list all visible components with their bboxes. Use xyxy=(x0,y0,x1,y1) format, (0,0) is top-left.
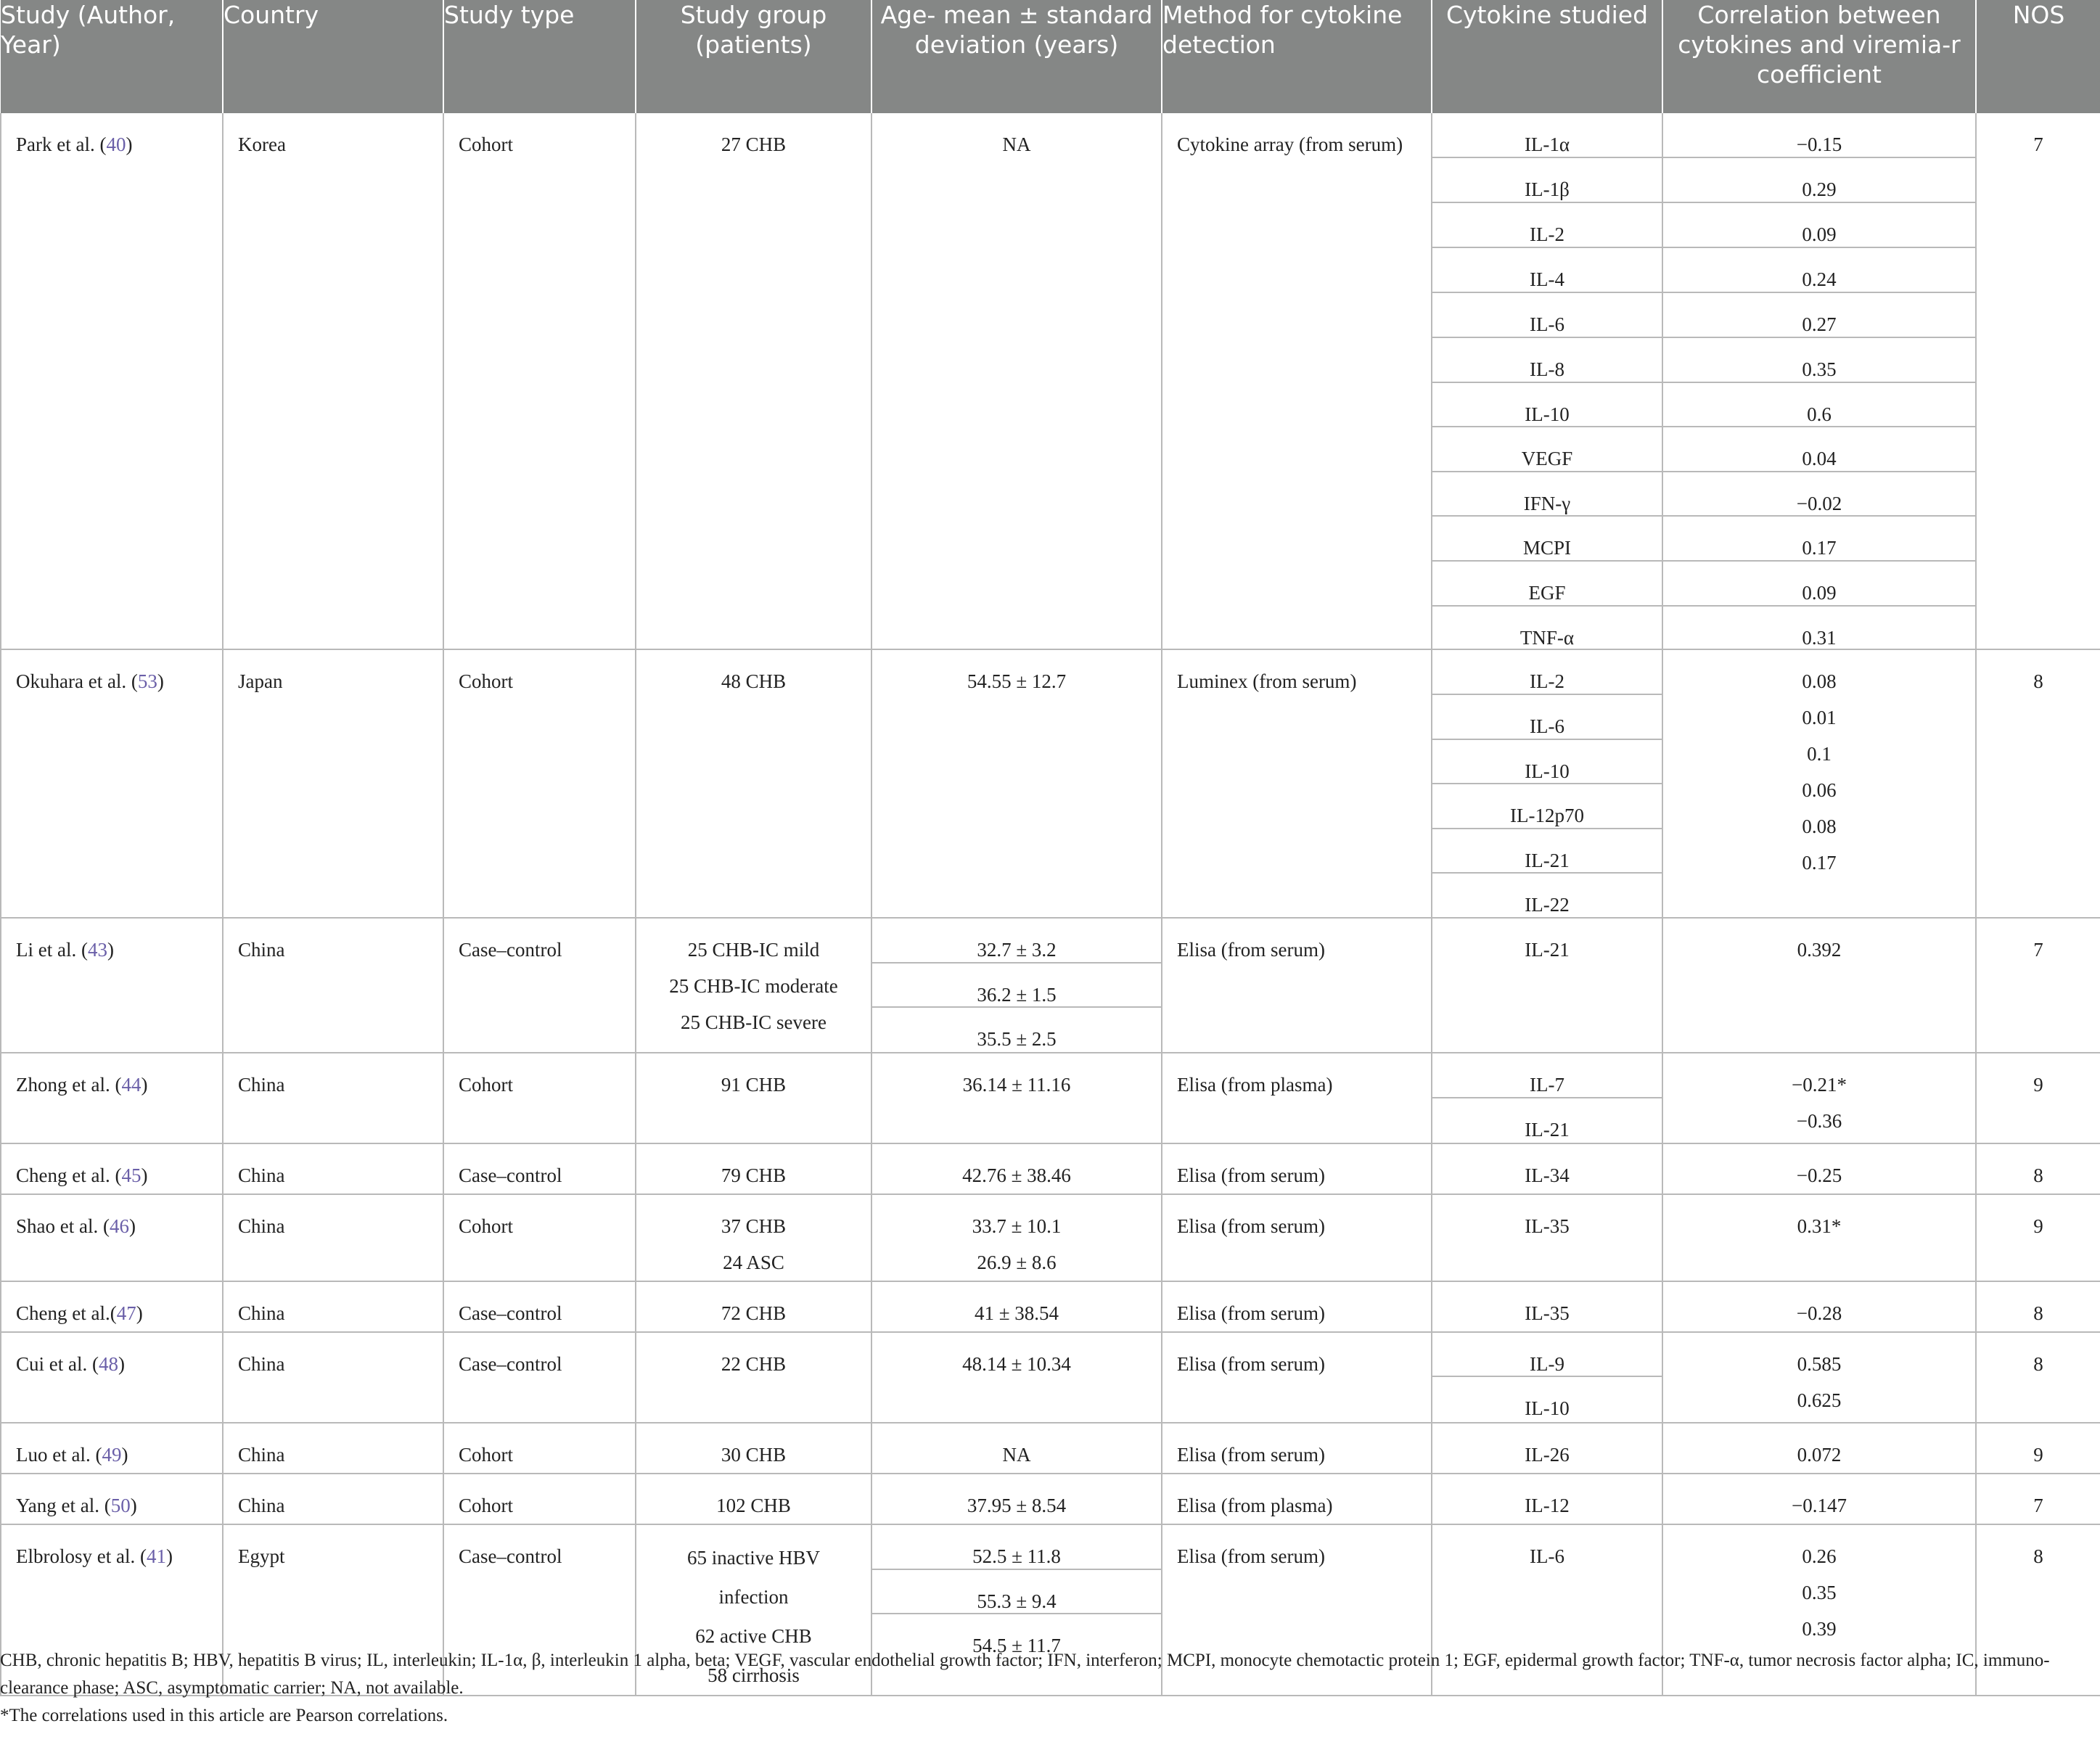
cytokine-cell xyxy=(1432,1053,1662,1143)
reference-link[interactable]: 45 xyxy=(121,1164,141,1186)
study-group-cell xyxy=(636,113,871,649)
author-text: Yang et al. ( xyxy=(16,1495,111,1516)
author-text: Okuhara et al. ( xyxy=(16,670,138,692)
country-cell: Korea xyxy=(223,113,443,649)
header-row xyxy=(1,0,2100,113)
close-paren: ) xyxy=(136,1302,143,1324)
reference-link[interactable]: 40 xyxy=(106,133,126,155)
close-paren: ) xyxy=(128,1215,136,1237)
cytokine-name: IL-35 xyxy=(1525,1302,1570,1324)
cytokine-name: IL-10 xyxy=(1432,740,1662,784)
header-correlation: Correlation between cytokines and viremia-r coefficient xyxy=(1662,0,1976,113)
cytokine-name: TNF-α xyxy=(1519,627,1575,649)
method-cell: Elisa (from serum) xyxy=(1162,1332,1432,1423)
method-cell: Elisa (from serum) xyxy=(1162,1423,1432,1474)
nos-cell: 9 xyxy=(1976,1194,2100,1281)
correlation-value: 0.1 xyxy=(1807,743,1832,765)
table-row xyxy=(1,1053,2100,1143)
cytokine-name: IFN-γ xyxy=(1432,472,1662,517)
correlation-cell xyxy=(1662,1281,1976,1332)
cytokine-name: IL-1α xyxy=(1432,113,1662,158)
cytokine-name: IL-1β xyxy=(1432,158,1662,203)
author-text: Luo et al. ( xyxy=(16,1444,102,1466)
cytokine-name: IL-34 xyxy=(1525,1164,1570,1186)
method-cell: Elisa (from serum) xyxy=(1162,1524,1432,1696)
study-group-line: 91 CHB xyxy=(721,1074,787,1096)
pearson-note: *The correlations used in this article are Pearson correlations. xyxy=(0,1706,448,1725)
correlation-value: 0.27 xyxy=(1663,293,1975,338)
age-value: 48.14 ± 10.34 xyxy=(962,1353,1071,1375)
study-group-cell xyxy=(636,918,871,1053)
table-footnotes xyxy=(0,1647,2090,1730)
reference-link[interactable]: 49 xyxy=(102,1444,122,1466)
cytokine-name: IL-26 xyxy=(1525,1444,1570,1466)
author-text: Shao et al. ( xyxy=(16,1215,110,1237)
study-group-line: 22 CHB xyxy=(721,1353,787,1375)
author-text: Cheng et al. ( xyxy=(16,1164,122,1186)
method-cell: Elisa (from serum) xyxy=(1162,918,1432,1053)
close-paren: ) xyxy=(141,1164,148,1186)
header-nos: NOS xyxy=(1976,0,2100,113)
table-row xyxy=(1,1423,2100,1474)
cytokine-name: IL-9 xyxy=(1432,1333,1662,1377)
age-cell xyxy=(871,113,1162,649)
study-type-cell: Case–control xyxy=(443,918,636,1053)
cytokine-name: IL-8 xyxy=(1432,338,1662,383)
study-group-cell xyxy=(636,1281,871,1332)
table-row xyxy=(1,1143,2100,1194)
close-paren: ) xyxy=(157,670,164,692)
table-row xyxy=(1,113,2100,649)
study-group-line: 25 CHB-IC mild xyxy=(687,939,820,961)
age-cell xyxy=(871,1332,1162,1423)
age-value: 36.2 ± 1.5 xyxy=(872,964,1161,1008)
close-paren: ) xyxy=(141,1074,148,1096)
nos-cell: 7 xyxy=(1976,1474,2100,1524)
cytokine-name: IL-4 xyxy=(1432,248,1662,293)
cytokine-name: IL-10 xyxy=(1432,383,1662,427)
age-cell xyxy=(871,1474,1162,1524)
cytokine-name: IL-6 xyxy=(1530,1545,1564,1567)
header-cytokine: Cytokine studied xyxy=(1432,0,1662,113)
correlation-value: 0.26 xyxy=(1802,1545,1837,1567)
country-cell: China xyxy=(223,1423,443,1474)
cytokine-cell xyxy=(1432,649,1662,918)
cytokine-name: IL-2 xyxy=(1432,203,1662,248)
study-group-line: 58 cirrhosis xyxy=(707,1664,800,1686)
correlation-value: −0.02 xyxy=(1663,472,1975,517)
correlation-value: 0.31* xyxy=(1797,1215,1842,1237)
study-group-cell xyxy=(636,1474,871,1524)
correlation-cell xyxy=(1662,1332,1976,1423)
study-group-line: 79 CHB xyxy=(721,1164,787,1186)
age-value: 37.95 ± 8.54 xyxy=(967,1495,1067,1516)
study-group-line: infection xyxy=(718,1586,789,1608)
cytokine-name: IL-7 xyxy=(1432,1053,1662,1098)
table-row xyxy=(1,649,2100,918)
reference-link[interactable]: 43 xyxy=(87,939,107,961)
reference-link[interactable]: 44 xyxy=(121,1074,141,1096)
age-value: 33.7 ± 10.1 xyxy=(972,1215,1062,1237)
study-type-cell: Case–control xyxy=(443,1524,636,1696)
correlation-cell xyxy=(1662,1053,1976,1143)
correlation-value: 0.17 xyxy=(1802,852,1837,874)
correlation-value: 0.35 xyxy=(1802,1582,1837,1603)
correlation-value: 0.01 xyxy=(1802,707,1837,728)
header-method: Method for cytokine detection xyxy=(1162,0,1432,113)
age-value: 26.9 ± 8.6 xyxy=(977,1252,1057,1273)
author-text: Li et al. ( xyxy=(16,939,88,961)
country-cell: China xyxy=(223,1281,443,1332)
country-cell: China xyxy=(223,1143,443,1194)
cytokine-name: VEGF xyxy=(1432,427,1662,472)
close-paren: ) xyxy=(121,1444,128,1466)
country-cell: Egypt xyxy=(223,1524,443,1696)
cytokine-cell xyxy=(1432,1143,1662,1194)
cytokine-name: EGF xyxy=(1432,562,1662,607)
correlation-value: −0.147 xyxy=(1792,1495,1847,1516)
author-text: Park et al. ( xyxy=(16,133,107,155)
reference-link[interactable]: 48 xyxy=(98,1353,118,1375)
correlation-value: 0.392 xyxy=(1797,939,1842,961)
cytokine-stack xyxy=(1432,650,1662,917)
cytokine-cell xyxy=(1432,1281,1662,1332)
cytokine-name: IL-21 xyxy=(1525,1119,1570,1141)
study-group-cell xyxy=(636,1143,871,1194)
study-cell xyxy=(1,113,223,649)
study-group-line: 24 ASC xyxy=(723,1252,784,1273)
method-cell: Elisa (from serum) xyxy=(1162,1143,1432,1194)
close-paren: ) xyxy=(130,1495,137,1516)
country-cell: China xyxy=(223,1332,443,1423)
study-cell xyxy=(1,1194,223,1281)
method-cell: Cytokine array (from serum) xyxy=(1162,113,1432,649)
nos-cell: 9 xyxy=(1976,1423,2100,1474)
correlation-value: 0.08 xyxy=(1802,815,1837,837)
correlation-cell xyxy=(1662,1423,1976,1474)
correlation-value: 0.35 xyxy=(1663,338,1975,383)
correlation-value: −0.28 xyxy=(1796,1302,1842,1324)
country-cell: China xyxy=(223,918,443,1053)
study-group-line: 25 CHB-IC moderate xyxy=(669,975,838,997)
age-cell xyxy=(871,1423,1162,1474)
study-group-line: 30 CHB xyxy=(721,1444,787,1466)
author-text: Elbrolosy et al. ( xyxy=(16,1545,147,1567)
study-cell xyxy=(1,1332,223,1423)
method-cell: Luminex (from serum) xyxy=(1162,649,1432,918)
age-cell xyxy=(871,1143,1162,1194)
correlation-value: −0.21* xyxy=(1792,1074,1847,1096)
age-cell xyxy=(871,649,1162,918)
age-value: 54.55 ± 12.7 xyxy=(967,670,1067,692)
study-group-line: 62 active CHB xyxy=(695,1625,812,1647)
study-cell xyxy=(1,918,223,1053)
study-type-cell: Case–control xyxy=(443,1143,636,1194)
study-type-cell: Cohort xyxy=(443,1194,636,1281)
study-cell xyxy=(1,1423,223,1474)
table-row xyxy=(1,1194,2100,1281)
study-type-cell: Case–control xyxy=(443,1281,636,1332)
correlation-value: −0.36 xyxy=(1796,1110,1842,1132)
method-cell: Elisa (from serum) xyxy=(1162,1281,1432,1332)
correlation-cell xyxy=(1662,649,1976,918)
correlation-value: 0.31 xyxy=(1802,627,1837,649)
author-text: Cui et al. ( xyxy=(16,1353,99,1375)
correlation-value: 0.06 xyxy=(1802,779,1837,801)
age-value: 52.5 ± 11.8 xyxy=(872,1525,1161,1570)
nos-cell: 8 xyxy=(1976,1143,2100,1194)
age-cell xyxy=(871,1053,1162,1143)
cytokine-cell xyxy=(1432,1423,1662,1474)
reference-link[interactable]: 53 xyxy=(137,670,157,692)
study-type-cell: Cohort xyxy=(443,1474,636,1524)
cytokine-stack xyxy=(1432,113,1662,649)
study-group-cell xyxy=(636,1332,871,1423)
cytokine-cell xyxy=(1432,918,1662,1053)
study-cell xyxy=(1,649,223,918)
reference-link[interactable]: 50 xyxy=(110,1495,131,1516)
close-paren: ) xyxy=(126,133,133,155)
age-value: 36.14 ± 11.16 xyxy=(962,1074,1071,1096)
correlation-value: 0.04 xyxy=(1663,427,1975,472)
header-study-type: Study type xyxy=(443,0,636,113)
cytokine-name: IL-21 xyxy=(1432,829,1662,874)
nos-cell: 8 xyxy=(1976,649,2100,918)
correlation-stack xyxy=(1663,113,1975,649)
study-group-cell xyxy=(636,1053,871,1143)
correlation-value: 0.6 xyxy=(1663,383,1975,427)
age-value: NA xyxy=(1002,133,1031,155)
header-study: Study (Author, Year) xyxy=(1,0,223,113)
country-cell: China xyxy=(223,1474,443,1524)
study-cell xyxy=(1,1053,223,1143)
cytokine-cell xyxy=(1432,1194,1662,1281)
study-type-cell: Cohort xyxy=(443,1423,636,1474)
study-group-line: 65 inactive HBV xyxy=(687,1547,820,1569)
table-row xyxy=(1,1332,2100,1423)
correlation-cell xyxy=(1662,1194,1976,1281)
correlation-cell xyxy=(1662,1143,1976,1194)
correlation-value: 0.072 xyxy=(1797,1444,1842,1466)
correlation-value: −0.25 xyxy=(1796,1164,1842,1186)
study-group-line: 25 CHB-IC severe xyxy=(681,1011,827,1033)
cytokine-name: IL-2 xyxy=(1432,650,1662,695)
age-value: NA xyxy=(1002,1444,1031,1466)
reference-link[interactable]: 41 xyxy=(146,1545,166,1567)
study-group-cell xyxy=(636,1423,871,1474)
cytokine-name: IL-12 xyxy=(1525,1495,1570,1516)
correlation-value: 0.24 xyxy=(1663,248,1975,293)
study-type-cell: Cohort xyxy=(443,113,636,649)
cytokine-name: IL-6 xyxy=(1432,695,1662,740)
cytokine-cell xyxy=(1432,1474,1662,1524)
nos-cell: 7 xyxy=(1976,113,2100,649)
age-cell xyxy=(871,1194,1162,1281)
correlation-cell xyxy=(1662,113,1976,649)
close-paren: ) xyxy=(165,1545,173,1567)
correlation-cell xyxy=(1662,1474,1976,1524)
author-text: Zhong et al. ( xyxy=(16,1074,122,1096)
study-type-cell: Cohort xyxy=(443,1053,636,1143)
study-cell xyxy=(1,1143,223,1194)
nos-cell: 8 xyxy=(1976,1281,2100,1332)
age-value: 35.5 ± 2.5 xyxy=(977,1028,1057,1050)
method-cell: Elisa (from plasma) xyxy=(1162,1474,1432,1524)
study-group-line: 48 CHB xyxy=(721,670,787,692)
study-type-cell: Case–control xyxy=(443,1332,636,1423)
cytokine-cell xyxy=(1432,1332,1662,1423)
age-stack xyxy=(872,919,1161,1052)
age-value: 54.5 ± 11.7 xyxy=(972,1635,1061,1656)
correlation-value: 0.625 xyxy=(1797,1389,1842,1411)
country-cell: China xyxy=(223,1053,443,1143)
nos-cell: 8 xyxy=(1976,1524,2100,1696)
correlation-value: −0.15 xyxy=(1663,113,1975,158)
study-cell xyxy=(1,1281,223,1332)
cytokine-stack xyxy=(1432,1053,1662,1143)
study-group-cell xyxy=(636,649,871,918)
correlation-value: 0.585 xyxy=(1797,1353,1842,1375)
abbreviations-note: CHB, chronic hepatitis B; HBV, hepatitis B virus; IL, interleukin; IL-1α, β, interleukin 1 alpha, beta; VEGF, vascular endothelial growth factor; IFN, interferon; MCPI, monocyte chemotactic protein 1; EGF, epidermal growth factor; TNF-α, tumor necrosis factor alpha; IC, immuno-clearance phase; ASC, asymptomatic carrier; NA, not available. xyxy=(0,1651,2050,1698)
study-group-cell xyxy=(636,1194,871,1281)
cytokine-name: IL-10 xyxy=(1525,1397,1570,1419)
cytokine-stack xyxy=(1432,1333,1662,1422)
age-cell xyxy=(871,1281,1162,1332)
correlation-value: 0.29 xyxy=(1663,158,1975,203)
cytokine-name: IL-12p70 xyxy=(1432,784,1662,829)
country-cell: China xyxy=(223,1194,443,1281)
correlation-value: 0.17 xyxy=(1663,517,1975,562)
study-group-line: 72 CHB xyxy=(721,1302,787,1324)
age-value: 32.7 ± 3.2 xyxy=(872,919,1161,964)
study-cell xyxy=(1,1474,223,1524)
study-group-line: 27 CHB xyxy=(721,133,787,155)
cytokine-name: IL-35 xyxy=(1525,1215,1570,1237)
age-value: 42.76 ± 38.46 xyxy=(962,1164,1071,1186)
study-group-line: 37 CHB xyxy=(721,1215,787,1237)
header-study-group: Study group (patients) xyxy=(636,0,871,113)
author-text: Cheng et al.( xyxy=(16,1302,117,1324)
table-row xyxy=(1,1474,2100,1524)
reference-link[interactable]: 47 xyxy=(116,1302,136,1324)
reference-link[interactable]: 46 xyxy=(109,1215,129,1237)
table-row xyxy=(1,918,2100,1053)
correlation-cell xyxy=(1662,918,1976,1053)
header-age: Age- mean ± standard deviation (years) xyxy=(871,0,1162,113)
country-cell: Japan xyxy=(223,649,443,918)
age-value: 41 ± 38.54 xyxy=(974,1302,1059,1324)
close-paren: ) xyxy=(118,1353,125,1375)
nos-cell: 7 xyxy=(1976,918,2100,1053)
age-cell xyxy=(871,918,1162,1053)
header-country: Country xyxy=(223,0,443,113)
cytokine-name: IL-6 xyxy=(1432,293,1662,338)
method-cell: Elisa (from plasma) xyxy=(1162,1053,1432,1143)
cytokine-cell xyxy=(1432,113,1662,649)
table-row xyxy=(1,1281,2100,1332)
nos-cell: 8 xyxy=(1976,1332,2100,1423)
method-cell: Elisa (from serum) xyxy=(1162,1194,1432,1281)
nos-cell: 9 xyxy=(1976,1053,2100,1143)
close-paren: ) xyxy=(107,939,114,961)
cytokine-name: IL-22 xyxy=(1525,894,1570,916)
correlation-value: 0.09 xyxy=(1663,203,1975,248)
cytokine-name: MCPI xyxy=(1432,517,1662,562)
study-group-line: 102 CHB xyxy=(716,1495,791,1516)
correlation-value: 0.39 xyxy=(1802,1618,1837,1640)
table-body xyxy=(1,113,2100,1696)
study-type-cell: Cohort xyxy=(443,649,636,918)
age-value: 55.3 ± 9.4 xyxy=(872,1570,1161,1614)
correlation-value: 0.08 xyxy=(1802,670,1837,692)
cytokine-name: IL-21 xyxy=(1525,939,1570,961)
correlation-value: 0.09 xyxy=(1663,562,1975,607)
